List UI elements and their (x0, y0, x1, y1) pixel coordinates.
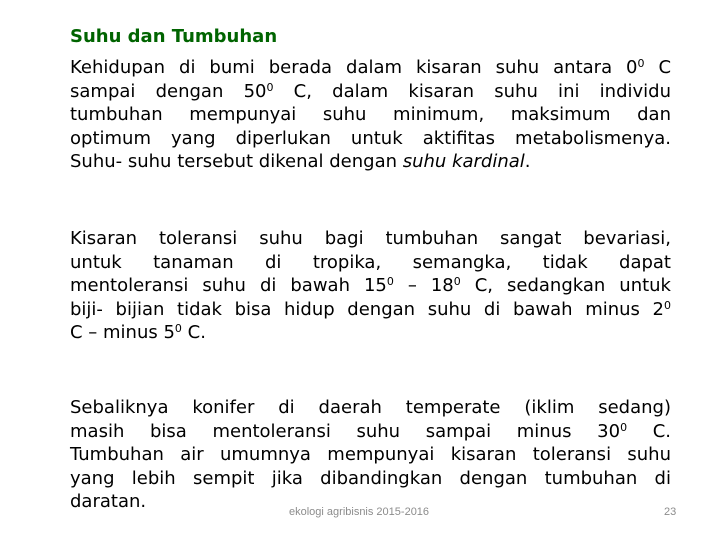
text-run: sampai dengan 50 (70, 80, 267, 102)
text-line: Kisaran toleransi suhu bagi tumbuhan sangat bevariasi, (70, 228, 671, 249)
paragraph-suhu-kardinal (70, 56, 671, 174)
emphasis-term: suhu kardinal (402, 151, 525, 173)
footer-text: ekologi agribisnis 2015-2016 (289, 506, 430, 518)
degree-superscript: 0 (664, 298, 671, 312)
text-run: Kehidupan di bumi berada dalam kisaran suhu antara 0 (70, 57, 638, 78)
text-run: Suhu- suhu tersebut dikenal dengan (70, 151, 403, 173)
text-line (70, 56, 671, 80)
text-run: C, dalam kisaran suhu ini individu (273, 80, 671, 102)
degree-superscript: 0 (386, 275, 394, 289)
page-number: 23 (664, 506, 677, 518)
text-run: C. (627, 420, 671, 442)
text-run: C. (181, 322, 206, 344)
text-line (70, 150, 671, 174)
degree-superscript: 0 (266, 80, 274, 94)
paragraph-toleransi-suhu (70, 227, 671, 345)
slide-title: Suhu dan Tumbuhan (70, 26, 278, 47)
text-line: untuk tanaman di tropika, semangka, tidak dapat (70, 251, 671, 273)
text-run: . (524, 151, 531, 173)
text-line (70, 80, 671, 104)
degree-superscript: 0 (637, 57, 645, 70)
text-run: masih bisa mentoleransi suhu sampai minus 30 (70, 420, 621, 442)
text-line: optimum yang diperlukan untuk aktifitas metabolismenya. (70, 127, 671, 149)
text-line: daratan. (70, 491, 147, 513)
degree-superscript: 0 (453, 275, 461, 289)
text-line (70, 274, 671, 298)
text-run: – 18 (393, 275, 454, 297)
text-line (70, 298, 671, 322)
paragraph-konifer (70, 396, 671, 514)
text-run: biji- bijian tidak bisa hidup dengan suhu di bawah minus 2 (70, 298, 664, 320)
text-line: Tumbuhan air umumnya mempunyai kisaran toleransi suhu (70, 444, 671, 466)
text-line: tumbuhan mempunyai suhu minimum, maksimum dan (70, 104, 671, 126)
degree-superscript: 0 (620, 420, 628, 434)
text-run: C, sedangkan untuk (460, 275, 671, 297)
text-line (70, 321, 671, 345)
text-line (70, 420, 671, 444)
text-line: yang lebih sempit jika dibandingkan dengan tumbuhan di (70, 467, 671, 489)
text-run: mentoleransi suhu di bawah 15 (70, 275, 387, 297)
text-run: C (644, 57, 672, 78)
text-run: C – minus 5 (70, 322, 175, 344)
degree-superscript: 0 (174, 322, 182, 336)
text-line: Sebaliknya konifer di daerah temperate (iklim sedang) (70, 397, 671, 418)
